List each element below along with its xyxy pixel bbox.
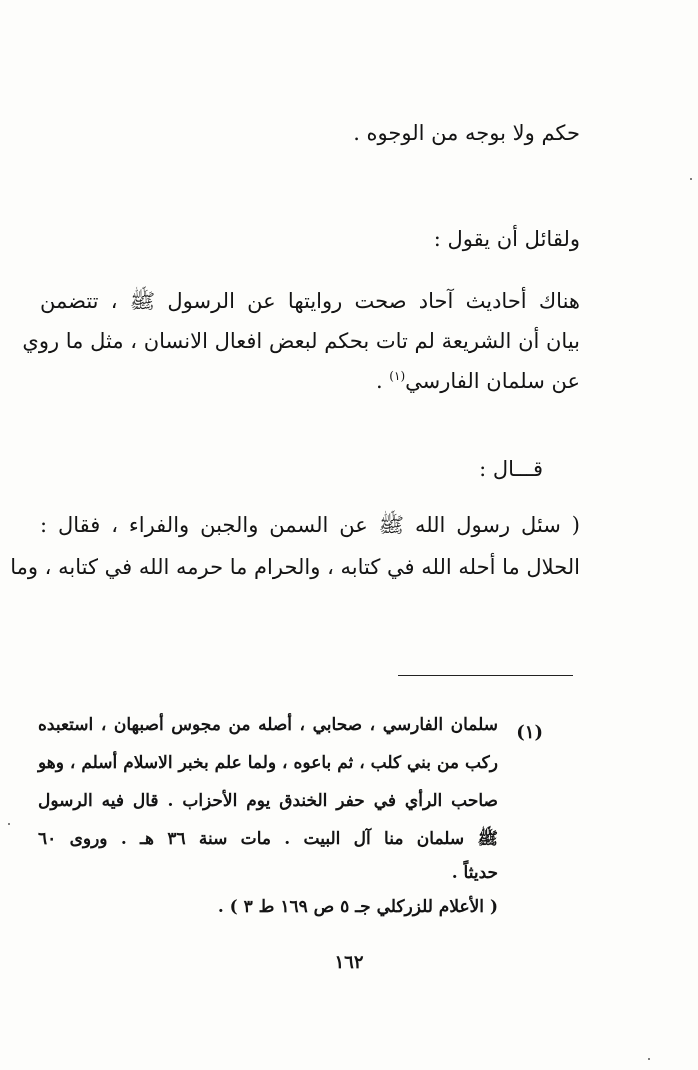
footnote-line-5: حديثاً . [451,863,498,883]
para1-line-1: هناك أحاديث آحاد صحت روايتها عن الرسول ﷺ ، تتضمن [40,289,580,313]
body-line-1: حكم ولا بوجه من الوجوه . [353,121,580,145]
para2-line-2: الحلال ما أحله الله في كتابه ، والحرام ما حرمه الله في كتابه ، وما [10,555,580,579]
footnote-line-3: صاحب الرأي في حفر الخندق يوم الأحزاب . قال فيه الرسول [38,791,498,811]
footnote-divider [398,675,573,676]
scan-speck [690,178,692,180]
para1-line-3 [376,366,580,396]
page-number: ١٦٢ [334,952,364,973]
para1-line-3-end: . [375,369,390,393]
scan-speck [648,1058,650,1060]
footnote-line-1: سلمان الفارسي ، صحابي ، أصله من مجوس أصبهان ، استعبده [38,715,498,735]
para1-line-2: بيان أن الشريعة لم تات بحكم لبعض افعال الانسان ، مثل ما روي [22,329,580,353]
footnote-number: (١) [516,722,543,743]
para1-line-3-text: عن سلمان الفارسي [405,369,580,393]
footnote-source: ( الأعلام للزركلي جـ ٥ ص ١٦٩ ط ٣ ) . [217,897,498,917]
footnote-line-4: ﷺ سلمان منا آل البيت . مات سنة ٣٦ هـ . وروى ٦٠ [38,829,498,849]
body-line-2: ولقائل أن يقول : [433,227,580,251]
footnote-ref-1: (١) [389,369,406,383]
qal-heading: قـــال : [479,457,543,481]
footnote-line-2: ركب من بني كلب ، ثم باعوه ، ولما علم بخبر الاسلام أسلم ، وهو [38,753,498,773]
scan-speck [8,823,10,825]
para2-line-1: ( سئل رسول الله ﷺ عن السمن والجبن والفراء ، فقال : [40,513,580,537]
